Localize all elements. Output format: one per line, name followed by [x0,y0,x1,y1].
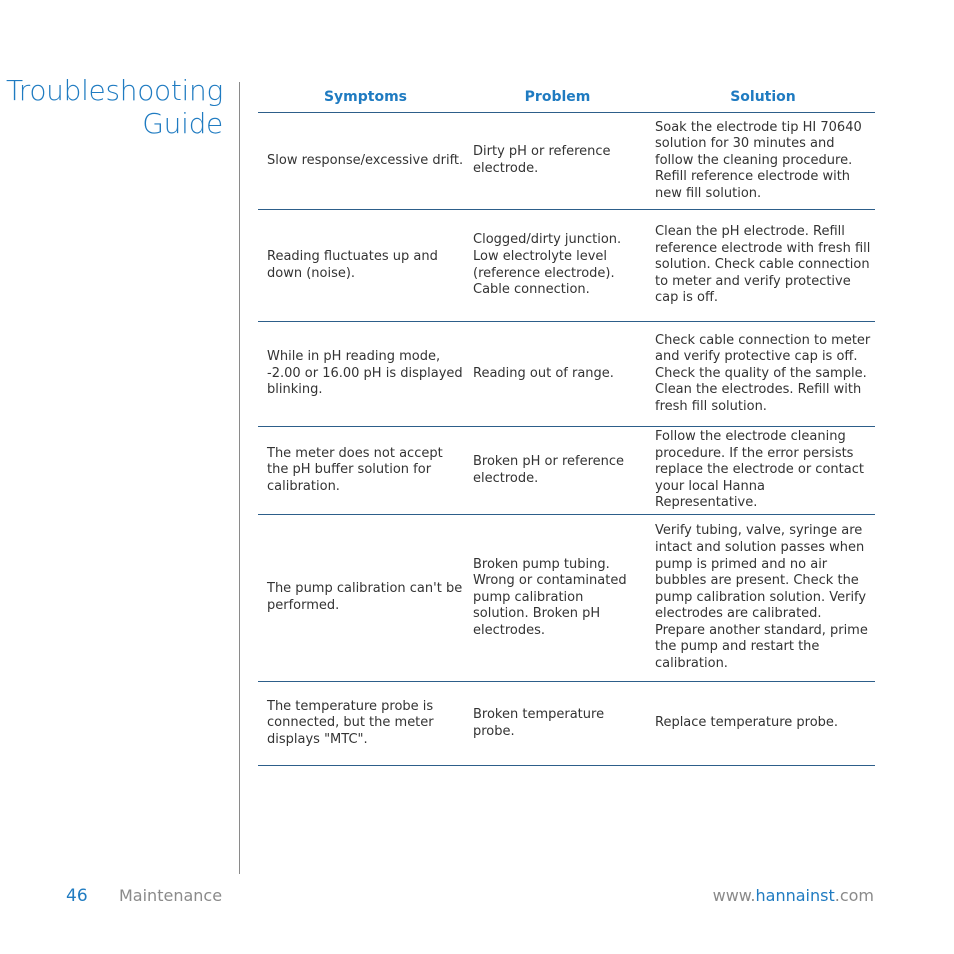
header-symptoms: Symptoms [323,89,408,105]
section-name: Maintenance [119,886,223,905]
problem-cell: Broken temperature probe. [473,706,605,739]
website-url[interactable] [713,886,874,906]
problem-cell: Dirty pH or reference electrode. [473,144,611,176]
symptom-cell: Slow response/excessive drift. [267,152,464,168]
table-row [258,322,875,427]
problem-cell: Clogged/dirty junction. Low electrolyte level (reference electrode). Cable connection. [473,232,622,298]
solution-cell: Verify tubing, valve, syringe are intact and solution passes when pump is primed and no air bubbles are present. Check the pump calibration solution. Verify electrodes are calibrated. Prepare another standard, prime the pump and restart the calibration. [655,523,868,672]
table-row [258,682,875,766]
solution-cell: Soak the electrode tip HI 70640 solution for 30 minutes and follow the cleaning procedure. Refill reference electrode with new fill solution. [655,119,862,201]
problem-cell: Broken pump tubing. Wrong or contaminated pump calibration solution. Broken pH electrodes. [473,556,627,638]
url-suffix: .com [834,886,874,905]
page-number: 46 [66,886,88,906]
page-title-line-1: Troubleshooting [6,74,223,107]
symptom-cell: Reading fluctuates up and down (noise). [267,248,438,281]
table-row [258,210,875,322]
url-prefix: www. [712,886,756,905]
solution-cell: Follow the electrode cleaning procedure. If the error persists replace the electrode or contact your local Hanna Representative. [655,429,864,511]
problem-cell: Broken pH or reference electrode. [473,453,625,486]
troubleshooting-table [258,82,875,766]
symptom-cell: The pump calibration can't be performed. [267,581,463,613]
header-problem: Problem [524,89,591,105]
url-brand: hannainst [755,886,835,905]
header-solution: Solution [730,89,796,105]
solution-cell: Clean the pH electrode. Refill reference electrode with fresh fill solution. Check cable connection to meter and verify protective cap is off. [655,224,871,306]
solution-cell: Check cable connection to meter and verify protective cap is off. Check the quality of the sample. Clean the electrodes. Refill with fresh fill solution. [655,332,871,414]
symptom-cell: While in pH reading mode, -2.00 or 16.00 pH is displayed blinking. [267,349,463,398]
symptom-cell: The temperature probe is connected, but the meter displays "MTC". [267,698,434,747]
table-header [258,82,875,113]
symptom-cell: The meter does not accept the pH buffer solution for calibration. [267,445,443,494]
table-row [258,427,875,515]
vertical-divider [239,82,240,874]
table-row [258,113,875,210]
table-row [258,515,875,682]
solution-cell: Replace temperature probe. [655,715,839,731]
page-title-line-2: Guide [142,107,223,140]
problem-cell: Reading out of range. [473,365,614,381]
page-title [6,74,223,140]
